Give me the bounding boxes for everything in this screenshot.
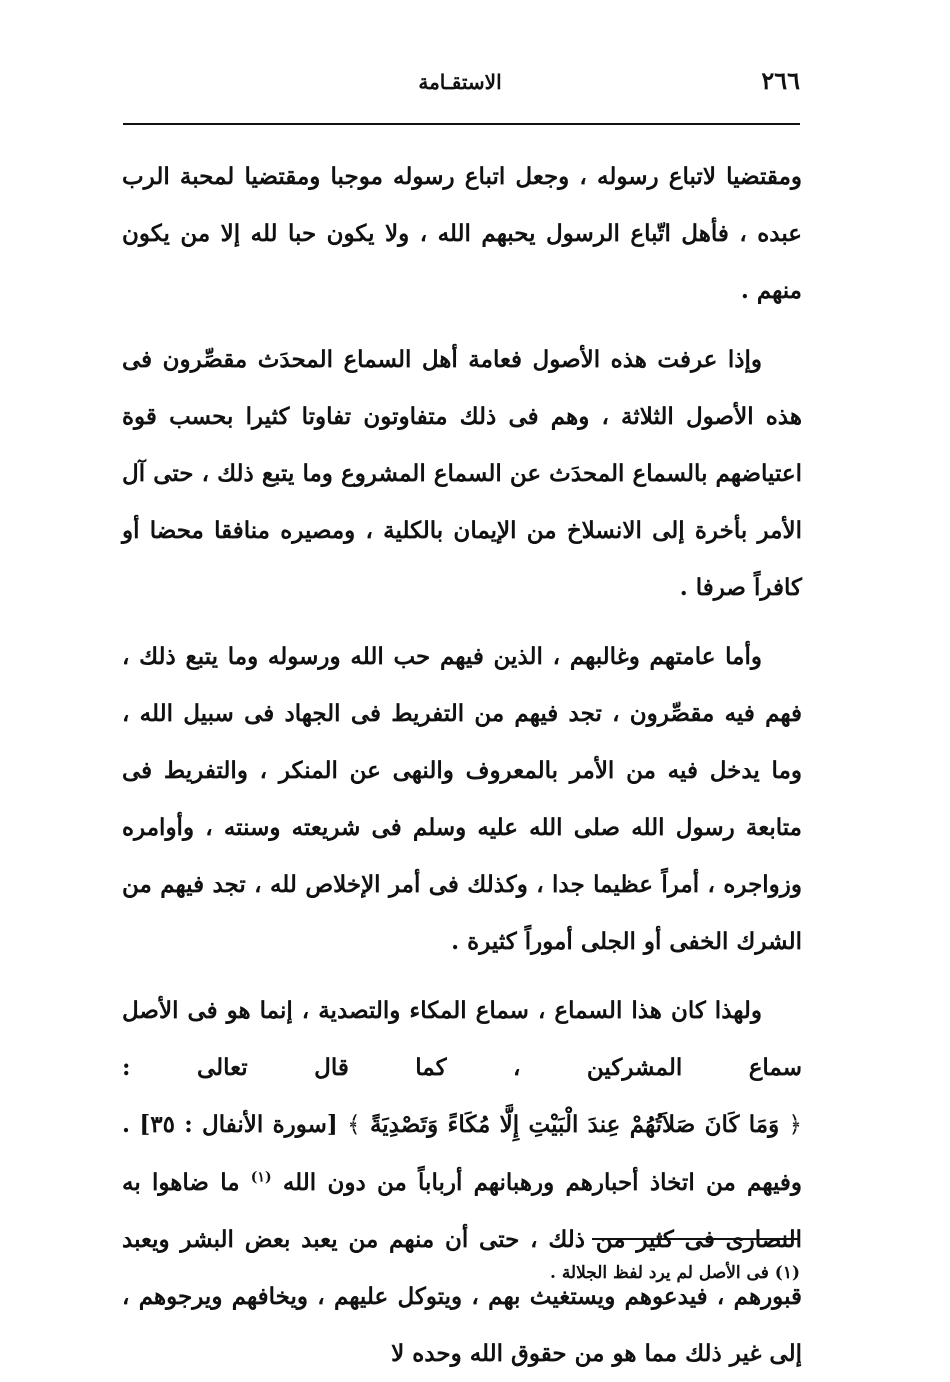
book-title: الاستقـامة [418, 70, 502, 94]
quran-close-bracket: ﴾ [347, 1112, 361, 1138]
paragraph-4-intro: ولهذا كان هذا السماع ، سماع المكاء والتصدية ، إنما هو فى الأصل سماع المشركين ، كما قال تعالى : [122, 997, 802, 1081]
paragraph-3: وأما عامتهم وغالبهم ، الذين فيهم حب الله ورسوله وما يتبع ذلك ، فهم فيه مقصِّرون ، تجد فيهم من التفريط فى الجهاد فى سبيل الله ، وما يدخل فيه من الأمر بالمعروف والنهى عن المنكر ، والتفريط فى متابعة رسول الله صلى الله عليه وسلم فى شريعته وسنته ، وأوامره وزواجره ، أمراً عظيما جدا ، وكذلك فى أمر الإخلاص لله ، تجد فيهم من الشرك الخفى أو الجلى أموراً كثيرة . [122, 643, 802, 955]
quran-verse [347, 1111, 802, 1138]
running-head [120, 66, 800, 106]
verse-citation: [سورة الأنفال : ٣٥] [139, 1111, 338, 1138]
paragraph-4 [122, 982, 802, 1382]
paragraph-1: ومقتضيا لاتباع رسوله ، وجعل اتباع رسوله موجبا ومقتضيا لمحبة الرب عبده ، فأهل اتّباع الرسول يحبهم الله ، ولا يكون حبا لله إلا من يكون منهم . [122, 163, 802, 304]
paragraph-4-middle: . وفيهم من اتخاذ أحبارهم ورهبانهم أرباباً من دون الله [122, 1111, 803, 1196]
paragraph-4-end: ما ضاهوا به النصارى فى كثير من ذلك ، حتى أن منهم من يعبد بعض البشر ويعبد قبورهم ، فيدعوهم ويستغيث بهم ، ويتوكل عليهم ، ويخافهم ويرجوهم ، إلى غير ذلك مما هو من حقوق الله وحده لا [122, 1169, 802, 1367]
main-text [122, 148, 802, 1382]
quran-open-bracket: ﴿ [788, 1112, 802, 1138]
footnote: (١) فى الأصل لم يرد لفظ الجلالة . [549, 1263, 800, 1283]
page-number: ٢٦٦ [761, 66, 800, 95]
quran-verse-text: وَمَا كَانَ صَلاَتُهُمْ عِندَ الْبَيْتِ إِلَّا مُكَاءً وَتَصْدِيَةً [369, 1111, 780, 1138]
paragraph-2: وإذا عرفت هذه الأصول فعامة أهل السماع المحدَث مقصِّرون فى هذه الأصول الثلاثة ، وهم فى ذلك متفاوتون تفاوتا كثيرا بحسب قوة اعتياضهم بالسماع المحدَث عن السماع المشروع وما يتبع ذلك ، حتى آل الأمر بأخرة إلى الانسلاخ من الإيمان بالكلية ، ومصيره منافقا محضا أو كافراً صرفا . [122, 346, 802, 601]
header-rule [123, 123, 800, 125]
footnote-reference[interactable]: (١) [250, 1169, 272, 1186]
footnote-rule [592, 1238, 798, 1240]
